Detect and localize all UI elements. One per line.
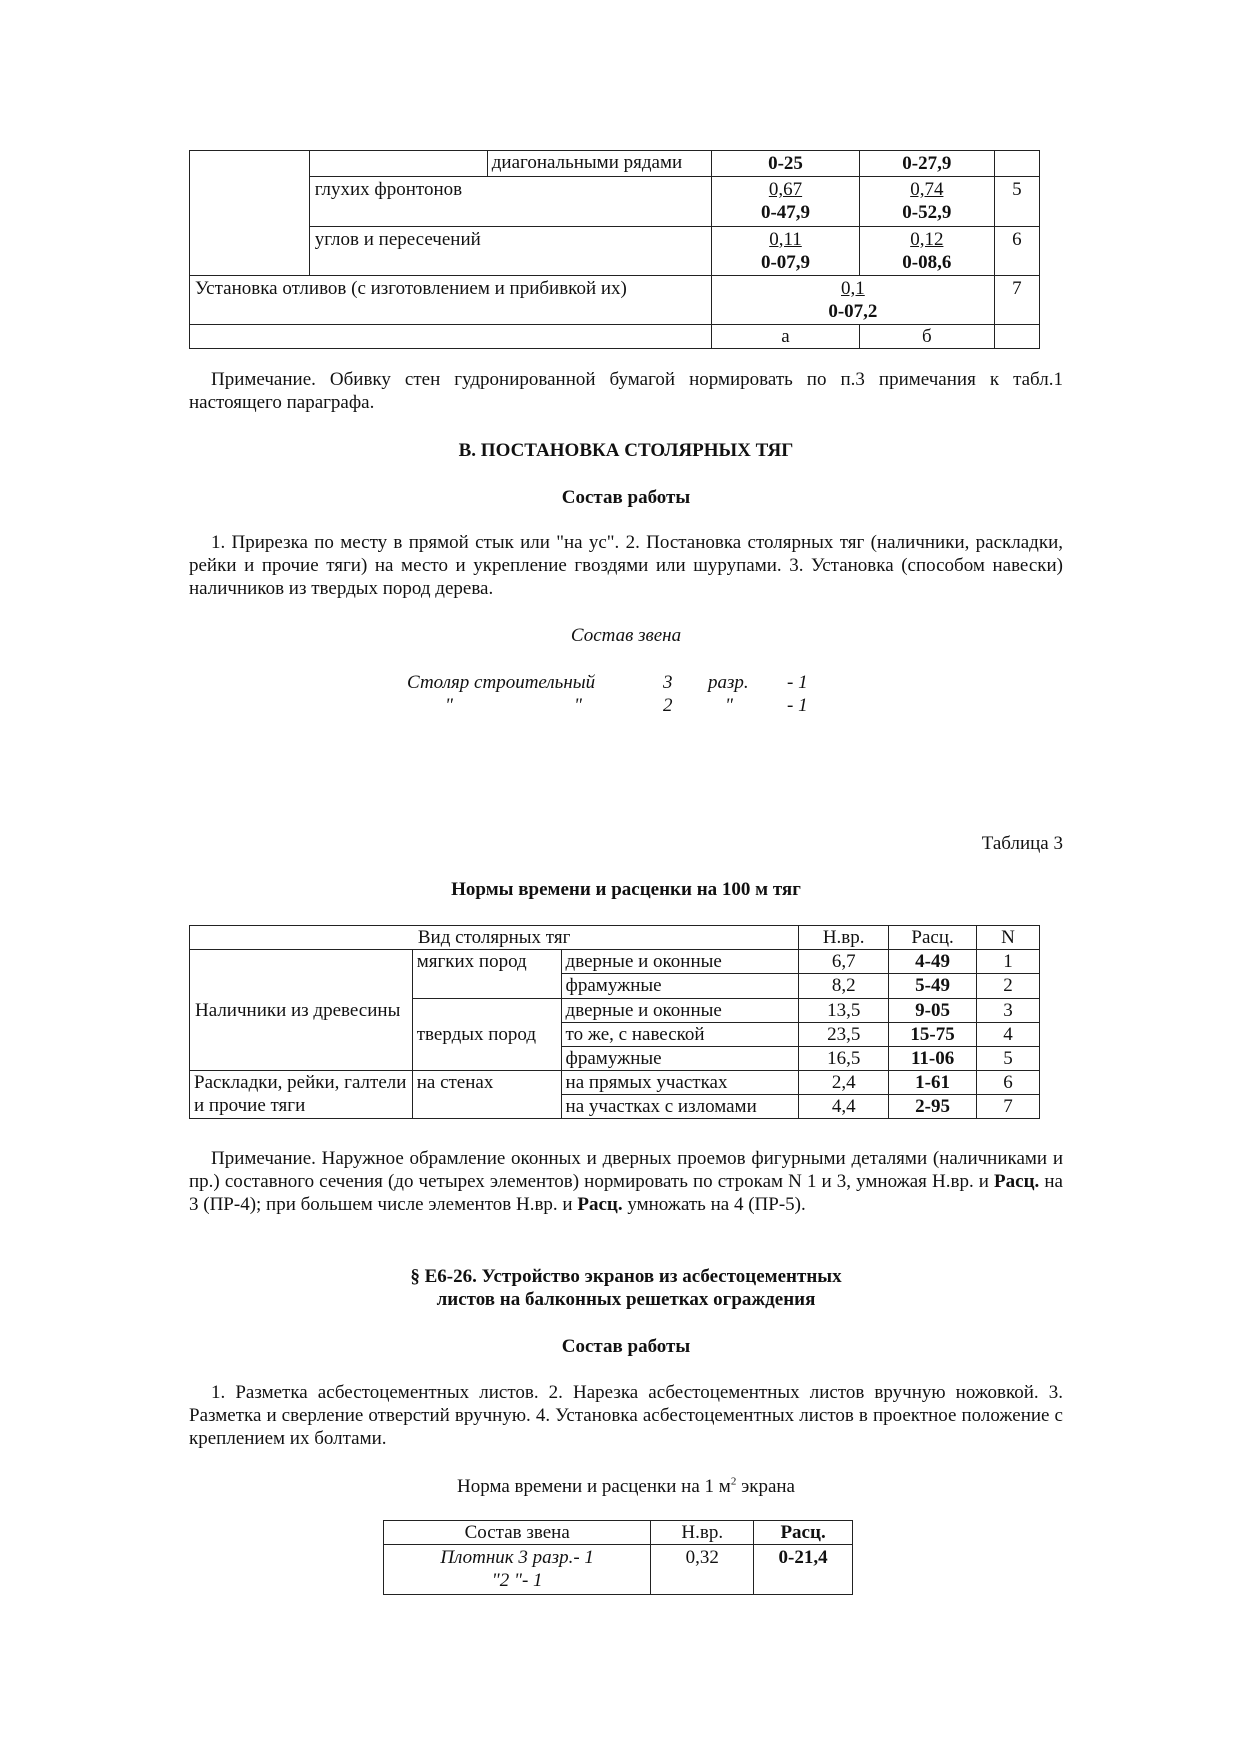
section-heading: В. ПОСТАНОВКА СТОЛЯРНЫХ ТЯГ: [458, 440, 794, 461]
row-label: глухих фронтонов: [309, 177, 711, 226]
table-row: Раскладки, рейки, галтели и прочие тяги на стенах на прямых участках 2,4 1-61 6: [190, 1071, 1040, 1095]
screen-norms-table: [383, 1520, 853, 1595]
row-label: диагональными рядами: [487, 151, 711, 177]
table-row: глухих фронтонов 0,67 0-47,9 0,74 0-52,9 5: [190, 177, 1040, 226]
row-label: Установка отливов (с изготовлением и прибивкой их): [190, 275, 712, 324]
table-row: Наличники из древесины мягких пород дверные и оконные 6,7 4-49 1: [190, 950, 1040, 974]
table-title: Нормы времени и расценки на 100 м тяг: [451, 879, 801, 900]
work-composition-text: 1. Разметка асбестоцементных листов. 2. Нарезка асбестоцементных листов вручную ножовкой. 3. Разметка и сверление отверстий вручную. 4. Установка асбестоцементных листов в проектное положение с креплением их болтами.: [189, 1382, 1063, 1450]
table-row: твердых пород дверные и оконные 13,5 9-05 3: [190, 998, 1040, 1022]
crew-row: Столяр строительный 3 разр. - 1: [407, 672, 808, 693]
table-header-row: Состав звена Н.вр. Расц.: [384, 1521, 853, 1545]
table-row: Плотник 3 разр.- 1 "2 "- 1 0,32 0-21,4: [384, 1545, 853, 1594]
note-paragraph: Примечание. Обивку стен гудронированной бумагой нормировать по п.3 примечания к табл.1 настоящего параграфа.: [189, 369, 1063, 414]
work-composition-heading: Состав работы: [561, 1336, 691, 1357]
table-row: диагональными рядами 0-25 0-27,9: [190, 151, 1040, 177]
table-row: на участках с изломами 4,4 2-95 7: [190, 1095, 1040, 1119]
work-composition-text: 1. Прирезка по месту в прямой стык или "на ус". 2. Постановка столярных тяг (наличники, раскладки, рейки и прочие тяги) на место и укрепление гвоздями или шурупами. 3. Установка (способом навески) наличников из твердых пород дерева.: [189, 532, 1063, 600]
table-row: фрамужные 16,5 11-06 5: [190, 1046, 1040, 1070]
norm-caption: Норма времени и расценки на 1 $м^2$ экрана: [457, 1475, 795, 1497]
joinery-norms-table: [189, 925, 1040, 1119]
table-number: Таблица 3: [981, 833, 1063, 854]
work-composition-heading: Состав работы: [561, 487, 691, 508]
note-paragraph: Примечание. Наружное обрамление оконных и дверных проемов фигурными деталями (наличниками и пр.) составного сечения (до четырех элементов) нормировать по строкам N 1 и 3, умножая Н.вр. и Расц. на 3 (ПР-4); при большем числе элементов Н.вр. и Расц. умножать на 4 (ПР-5).: [189, 1148, 1063, 1216]
table-row: Установка отливов (с изготовлением и прибивкой их) 0,1 0-07,2 7: [190, 275, 1040, 324]
table-row: фрамужные 8,2 5-49 2: [190, 974, 1040, 998]
table-header-row: Вид столярных тяг Н.вр. Расц. N: [190, 926, 1040, 950]
table-row: углов и пересечений 0,11 0-07,9 0,12 0-08,6 6: [190, 226, 1040, 275]
section-heading: § Е6-26. Устройство экранов из асбестоцементных листов на балконных решетках ограждения: [410, 1266, 842, 1311]
crew-list: [407, 671, 827, 717]
table-row: то же, с навеской 23,5 15-75 4: [190, 1022, 1040, 1046]
crew-row: " " 2 " - 1: [445, 695, 808, 716]
crew-heading: Состав звена: [570, 625, 682, 646]
roofing-continuation-table: [189, 150, 1040, 349]
table-footer-row: а б: [190, 325, 1040, 349]
row-label: углов и пересечений: [309, 226, 711, 275]
